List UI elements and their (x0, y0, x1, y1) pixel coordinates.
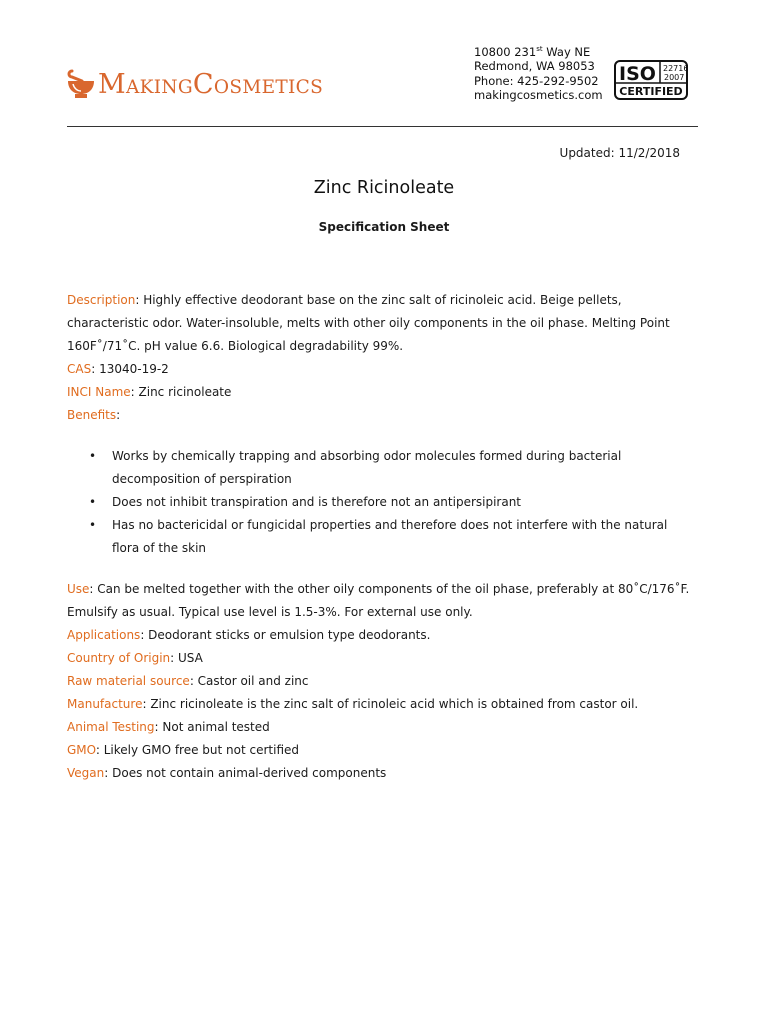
use-label: Use (67, 582, 90, 596)
vegan-value: : Does not contain animal-derived components (104, 766, 387, 780)
origin-field (67, 647, 697, 670)
page-subtitle: Specification Sheet (318, 220, 450, 234)
manufacture-value: : Zinc ricinoleate is the zinc salt of ricinoleic acid which is obtained from castor oil. (142, 697, 639, 711)
address-phone: Phone: 425-292-9502 (474, 73, 599, 88)
iso-certified-text: CERTIFIED (619, 85, 683, 98)
iso-number-1: 22716 (663, 64, 688, 73)
inci-label: INCI Name (67, 385, 131, 399)
iso-number-2: 2007 (664, 73, 685, 82)
gmo-field (67, 739, 697, 762)
animal-value: : Not animal tested (154, 720, 270, 734)
use-value: : Can be melted together with the other oily components of the oil phase, preferably at 80˚C/176˚F. Emulsify as usual. Typical use level is 1.5-3%. For external use only. (67, 582, 690, 619)
address-city: Redmond, WA 98053 (474, 59, 595, 74)
raw-field (67, 670, 697, 693)
page-title: Zinc Ricinoleate (313, 178, 455, 198)
description-label: Description (67, 293, 136, 307)
applications-label: Applications (67, 628, 141, 642)
vegan-label: Vegan (67, 766, 105, 780)
cas-label: CAS (67, 362, 92, 376)
updated-date: Updated: 11/2/2018 (559, 146, 680, 160)
benefits-field (67, 404, 697, 427)
description-field (67, 289, 697, 358)
company-logo (66, 66, 323, 102)
inci-field (67, 381, 697, 404)
use-field (67, 578, 697, 624)
benefits-list (67, 445, 697, 560)
benefits-label: Benefits (67, 408, 117, 422)
gmo-value: : Likely GMO free but not certified (95, 743, 300, 757)
iso-text: ISO (619, 63, 656, 85)
address-street: 10800 231st Way NE (474, 44, 591, 59)
animal-field (67, 716, 697, 739)
description-value: : Highly effective deodorant base on the zinc salt of ricinoleic acid. Beige pellets, characteristic odor. Water-insoluble, melts with other oily components in the oil phase. Melting Point 160F˚/71˚C. pH value 6.6. Biological degradability 99%. (67, 293, 670, 353)
applications-value: : Deodorant sticks or emulsion type deodorants. (140, 628, 431, 642)
bullet-icon: • (89, 518, 97, 532)
address-website[interactable]: makingcosmetics.com (474, 88, 603, 103)
spec-content (67, 289, 697, 785)
cas-value: : 13040-19-2 (91, 362, 169, 376)
iso-certified-badge (614, 60, 688, 100)
bullet-icon: • (89, 449, 97, 463)
applications-field (67, 624, 697, 647)
company-address (474, 42, 603, 103)
logo-wordmark: MAKINGCOSMETICS (98, 68, 324, 100)
origin-value: : USA (170, 651, 203, 665)
inci-value: : Zinc ricinoleate (130, 385, 232, 399)
header-divider (67, 126, 698, 127)
raw-label: Raw material source (67, 674, 190, 688)
manufacture-label: Manufacture (67, 697, 143, 711)
vegan-field (67, 762, 697, 785)
list-item: • Has no bactericidal or fungicidal properties and therefore does not interfere with the natural flora of the skin (67, 514, 697, 560)
raw-value: : Castor oil and zinc (189, 674, 309, 688)
benefits-colon: : (116, 408, 121, 422)
manufacture-field (67, 693, 697, 716)
origin-label: Country of Origin (67, 651, 171, 665)
list-item: • Works by chemically trapping and absorbing odor molecules formed during bacterial decomposition of perspiration (67, 445, 697, 491)
mortar-and-pestle-icon (66, 67, 96, 101)
cas-field (67, 358, 697, 381)
animal-label: Animal Testing (67, 720, 155, 734)
list-item: • Does not inhibit transpiration and is therefore not an antipersipirant (67, 491, 697, 514)
gmo-label: GMO (67, 743, 96, 757)
bullet-icon: • (89, 495, 97, 509)
